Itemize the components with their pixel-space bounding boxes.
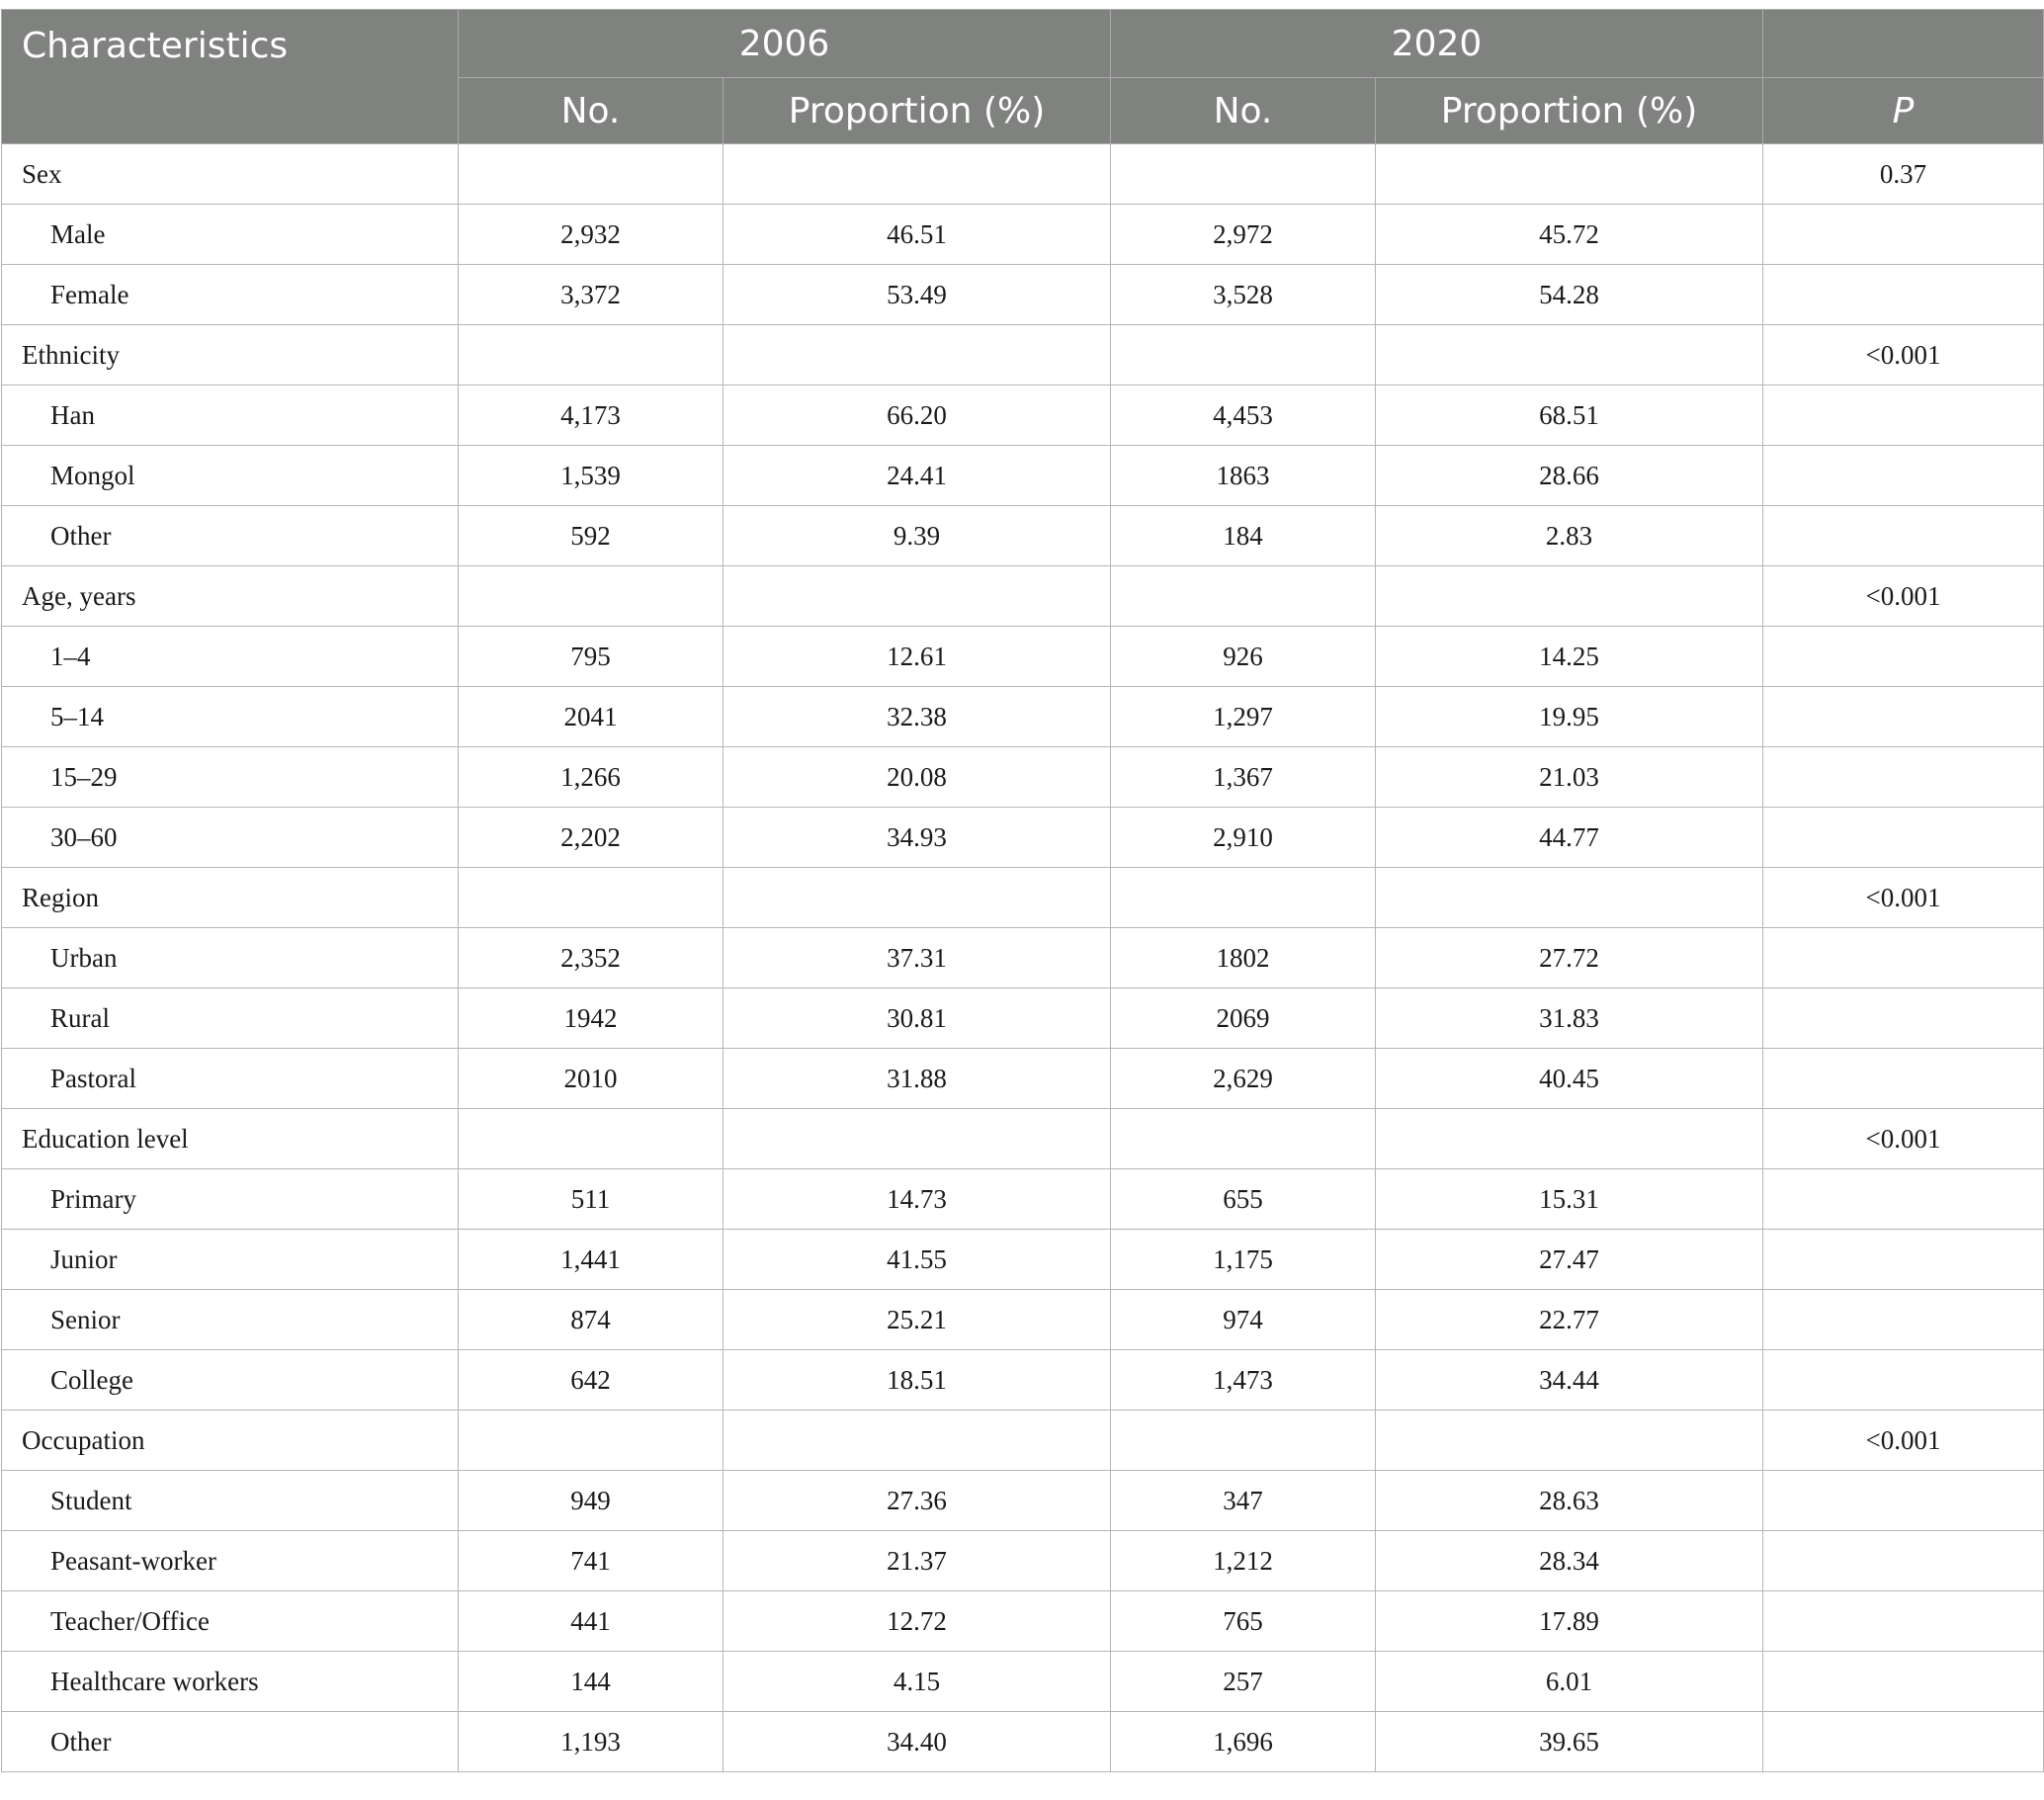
cell-no-2006 bbox=[459, 1109, 724, 1169]
cell-no-2020 bbox=[1111, 325, 1376, 386]
cell-p-value bbox=[1763, 1591, 2044, 1652]
header-no-2020: No. bbox=[1111, 78, 1376, 144]
cell-no-2020: 1863 bbox=[1111, 446, 1376, 506]
cell-no-2006 bbox=[459, 325, 724, 386]
cell-no-2020: 257 bbox=[1111, 1652, 1376, 1712]
category-row bbox=[2, 868, 2044, 928]
cell-proportion-2006: 31.88 bbox=[724, 1049, 1111, 1109]
cell-proportion-2020: 28.34 bbox=[1376, 1531, 1763, 1591]
cell-proportion-2020: 39.65 bbox=[1376, 1712, 1763, 1772]
row-label: 1–4 bbox=[2, 627, 459, 687]
cell-proportion-2006: 12.61 bbox=[724, 627, 1111, 687]
header-characteristics: Characteristics bbox=[2, 10, 459, 144]
row-label: Rural bbox=[2, 988, 459, 1049]
cell-no-2020: 1,212 bbox=[1111, 1531, 1376, 1591]
cell-no-2006: 1,539 bbox=[459, 446, 724, 506]
cell-no-2006: 2,932 bbox=[459, 205, 724, 265]
cell-no-2006: 874 bbox=[459, 1290, 724, 1350]
cell-no-2020 bbox=[1111, 144, 1376, 205]
cell-p-value: <0.001 bbox=[1763, 566, 2044, 627]
cell-proportion-2020: 28.63 bbox=[1376, 1471, 1763, 1531]
cell-proportion-2020: 19.95 bbox=[1376, 687, 1763, 747]
cell-no-2006: 511 bbox=[459, 1169, 724, 1230]
cell-proportion-2006: 34.93 bbox=[724, 808, 1111, 868]
table-row bbox=[2, 1712, 2044, 1772]
cell-proportion-2006 bbox=[724, 566, 1111, 627]
cell-p-value bbox=[1763, 1290, 2044, 1350]
cell-p-value bbox=[1763, 928, 2044, 988]
cell-p-value bbox=[1763, 687, 2044, 747]
cell-p-value bbox=[1763, 747, 2044, 808]
cell-proportion-2020: 44.77 bbox=[1376, 808, 1763, 868]
cell-no-2020: 2069 bbox=[1111, 988, 1376, 1049]
cell-proportion-2020: 14.25 bbox=[1376, 627, 1763, 687]
cell-p-value bbox=[1763, 1471, 2044, 1531]
table-row bbox=[2, 928, 2044, 988]
cell-no-2006: 795 bbox=[459, 627, 724, 687]
category-row bbox=[2, 325, 2044, 386]
cell-p-value bbox=[1763, 627, 2044, 687]
cell-no-2020: 1802 bbox=[1111, 928, 1376, 988]
cell-no-2006: 2041 bbox=[459, 687, 724, 747]
cell-proportion-2006: 46.51 bbox=[724, 205, 1111, 265]
cell-no-2020: 4,453 bbox=[1111, 386, 1376, 446]
header-proportion-2006: Proportion (%) bbox=[724, 78, 1111, 144]
cell-proportion-2006: 37.31 bbox=[724, 928, 1111, 988]
table-row bbox=[2, 205, 2044, 265]
cell-proportion-2020: 54.28 bbox=[1376, 265, 1763, 325]
row-label: Student bbox=[2, 1471, 459, 1531]
cell-p-value: <0.001 bbox=[1763, 868, 2044, 928]
cell-proportion-2006: 4.15 bbox=[724, 1652, 1111, 1712]
cell-proportion-2006 bbox=[724, 868, 1111, 928]
cell-p-value bbox=[1763, 205, 2044, 265]
table-row bbox=[2, 1350, 2044, 1411]
cell-proportion-2020: 2.83 bbox=[1376, 506, 1763, 566]
cell-no-2020: 347 bbox=[1111, 1471, 1376, 1531]
header-no-2006: No. bbox=[459, 78, 724, 144]
category-row bbox=[2, 566, 2044, 627]
cell-no-2020: 2,629 bbox=[1111, 1049, 1376, 1109]
cell-p-value bbox=[1763, 386, 2044, 446]
category-row bbox=[2, 1109, 2044, 1169]
cell-proportion-2020: 28.66 bbox=[1376, 446, 1763, 506]
cell-no-2020 bbox=[1111, 868, 1376, 928]
cell-proportion-2020 bbox=[1376, 1109, 1763, 1169]
cell-no-2006: 1,266 bbox=[459, 747, 724, 808]
cell-proportion-2006 bbox=[724, 144, 1111, 205]
cell-no-2020: 926 bbox=[1111, 627, 1376, 687]
cell-no-2006: 144 bbox=[459, 1652, 724, 1712]
row-label: 15–29 bbox=[2, 747, 459, 808]
header-empty bbox=[1763, 10, 2044, 78]
row-label: Senior bbox=[2, 1290, 459, 1350]
cell-p-value bbox=[1763, 1712, 2044, 1772]
table-row bbox=[2, 386, 2044, 446]
cell-no-2006: 741 bbox=[459, 1531, 724, 1591]
cell-p-value bbox=[1763, 265, 2044, 325]
cell-no-2006: 441 bbox=[459, 1591, 724, 1652]
table-body bbox=[2, 144, 2044, 1772]
cell-proportion-2020: 34.44 bbox=[1376, 1350, 1763, 1411]
header-proportion-2020: Proportion (%) bbox=[1376, 78, 1763, 144]
table-row bbox=[2, 988, 2044, 1049]
cell-proportion-2006 bbox=[724, 325, 1111, 386]
header-p-value: P bbox=[1763, 78, 2044, 144]
table-row bbox=[2, 808, 2044, 868]
row-label: Occupation bbox=[2, 1411, 459, 1471]
table-row bbox=[2, 1230, 2044, 1290]
row-label: College bbox=[2, 1350, 459, 1411]
cell-proportion-2020: 27.72 bbox=[1376, 928, 1763, 988]
table-row bbox=[2, 1652, 2044, 1712]
cell-p-value bbox=[1763, 1652, 2044, 1712]
cell-no-2006: 642 bbox=[459, 1350, 724, 1411]
row-label: Pastoral bbox=[2, 1049, 459, 1109]
cell-proportion-2020 bbox=[1376, 566, 1763, 627]
table-row bbox=[2, 1049, 2044, 1109]
cell-proportion-2020 bbox=[1376, 1411, 1763, 1471]
header-year-2006: 2006 bbox=[459, 10, 1111, 78]
row-label: 5–14 bbox=[2, 687, 459, 747]
cell-no-2006: 2,202 bbox=[459, 808, 724, 868]
cell-p-value bbox=[1763, 988, 2044, 1049]
table-row bbox=[2, 687, 2044, 747]
cell-proportion-2006: 27.36 bbox=[724, 1471, 1111, 1531]
row-label: Sex bbox=[2, 144, 459, 205]
row-label: 30–60 bbox=[2, 808, 459, 868]
cell-no-2020: 974 bbox=[1111, 1290, 1376, 1350]
cell-proportion-2006: 30.81 bbox=[724, 988, 1111, 1049]
row-label: Female bbox=[2, 265, 459, 325]
cell-no-2006: 1,193 bbox=[459, 1712, 724, 1772]
cell-proportion-2020: 45.72 bbox=[1376, 205, 1763, 265]
cell-proportion-2020: 6.01 bbox=[1376, 1652, 1763, 1712]
cell-no-2020: 1,297 bbox=[1111, 687, 1376, 747]
cell-proportion-2006: 66.20 bbox=[724, 386, 1111, 446]
row-label: Peasant-worker bbox=[2, 1531, 459, 1591]
cell-no-2006: 949 bbox=[459, 1471, 724, 1531]
cell-proportion-2020: 31.83 bbox=[1376, 988, 1763, 1049]
row-label: Mongol bbox=[2, 446, 459, 506]
cell-p-value bbox=[1763, 506, 2044, 566]
cell-proportion-2006: 9.39 bbox=[724, 506, 1111, 566]
row-label: Other bbox=[2, 1712, 459, 1772]
table-row bbox=[2, 1591, 2044, 1652]
cell-p-value: <0.001 bbox=[1763, 1411, 2044, 1471]
cell-no-2020: 765 bbox=[1111, 1591, 1376, 1652]
table-row bbox=[2, 265, 2044, 325]
row-label: Junior bbox=[2, 1230, 459, 1290]
table-row bbox=[2, 446, 2044, 506]
cell-p-value bbox=[1763, 1350, 2044, 1411]
table-row bbox=[2, 1471, 2044, 1531]
cell-no-2006: 592 bbox=[459, 506, 724, 566]
cell-proportion-2006: 18.51 bbox=[724, 1350, 1111, 1411]
cell-proportion-2006: 20.08 bbox=[724, 747, 1111, 808]
cell-no-2006: 2,352 bbox=[459, 928, 724, 988]
cell-proportion-2006: 12.72 bbox=[724, 1591, 1111, 1652]
cell-no-2020 bbox=[1111, 566, 1376, 627]
cell-no-2020: 1,175 bbox=[1111, 1230, 1376, 1290]
cell-proportion-2006: 14.73 bbox=[724, 1169, 1111, 1230]
cell-proportion-2020 bbox=[1376, 325, 1763, 386]
cell-no-2006 bbox=[459, 868, 724, 928]
cell-proportion-2006: 53.49 bbox=[724, 265, 1111, 325]
row-label: Ethnicity bbox=[2, 325, 459, 386]
cell-no-2006 bbox=[459, 144, 724, 205]
cell-proportion-2020: 22.77 bbox=[1376, 1290, 1763, 1350]
category-row bbox=[2, 144, 2044, 205]
cell-no-2020: 2,910 bbox=[1111, 808, 1376, 868]
cell-no-2020: 655 bbox=[1111, 1169, 1376, 1230]
cell-no-2006: 1,441 bbox=[459, 1230, 724, 1290]
cell-proportion-2006: 25.21 bbox=[724, 1290, 1111, 1350]
cell-proportion-2006: 21.37 bbox=[724, 1531, 1111, 1591]
cell-no-2020 bbox=[1111, 1411, 1376, 1471]
cell-proportion-2006: 41.55 bbox=[724, 1230, 1111, 1290]
cell-proportion-2020: 21.03 bbox=[1376, 747, 1763, 808]
cell-no-2020: 2,972 bbox=[1111, 205, 1376, 265]
row-label: Primary bbox=[2, 1169, 459, 1230]
cell-no-2006: 1942 bbox=[459, 988, 724, 1049]
cell-no-2020 bbox=[1111, 1109, 1376, 1169]
cell-proportion-2020 bbox=[1376, 144, 1763, 205]
row-label: Other bbox=[2, 506, 459, 566]
cell-p-value: <0.001 bbox=[1763, 1109, 2044, 1169]
category-row bbox=[2, 1411, 2044, 1471]
table-header bbox=[2, 10, 2044, 144]
table-row bbox=[2, 747, 2044, 808]
cell-proportion-2020: 40.45 bbox=[1376, 1049, 1763, 1109]
cell-p-value bbox=[1763, 446, 2044, 506]
row-label: Urban bbox=[2, 928, 459, 988]
cell-p-value: 0.37 bbox=[1763, 144, 2044, 205]
table-row bbox=[2, 1290, 2044, 1350]
cell-proportion-2020: 68.51 bbox=[1376, 386, 1763, 446]
cell-proportion-2006: 34.40 bbox=[724, 1712, 1111, 1772]
characteristics-table bbox=[1, 9, 2044, 1772]
cell-no-2006: 3,372 bbox=[459, 265, 724, 325]
cell-p-value bbox=[1763, 808, 2044, 868]
cell-p-value bbox=[1763, 1531, 2044, 1591]
table-row bbox=[2, 506, 2044, 566]
cell-no-2006: 4,173 bbox=[459, 386, 724, 446]
header-year-2020: 2020 bbox=[1111, 10, 1763, 78]
cell-no-2006 bbox=[459, 1411, 724, 1471]
row-label: Region bbox=[2, 868, 459, 928]
row-label: Han bbox=[2, 386, 459, 446]
cell-no-2006 bbox=[459, 566, 724, 627]
cell-proportion-2006: 32.38 bbox=[724, 687, 1111, 747]
cell-no-2020: 3,528 bbox=[1111, 265, 1376, 325]
cell-p-value: <0.001 bbox=[1763, 325, 2044, 386]
cell-proportion-2006: 24.41 bbox=[724, 446, 1111, 506]
cell-proportion-2006 bbox=[724, 1109, 1111, 1169]
cell-p-value bbox=[1763, 1230, 2044, 1290]
row-label: Teacher/Office bbox=[2, 1591, 459, 1652]
row-label: Healthcare workers bbox=[2, 1652, 459, 1712]
header-group-row bbox=[2, 10, 2044, 78]
table-row bbox=[2, 1531, 2044, 1591]
row-label: Age, years bbox=[2, 566, 459, 627]
cell-p-value bbox=[1763, 1169, 2044, 1230]
table-row bbox=[2, 1169, 2044, 1230]
cell-proportion-2020: 17.89 bbox=[1376, 1591, 1763, 1652]
row-label: Education level bbox=[2, 1109, 459, 1169]
cell-proportion-2020: 27.47 bbox=[1376, 1230, 1763, 1290]
cell-p-value bbox=[1763, 1049, 2044, 1109]
cell-no-2006: 2010 bbox=[459, 1049, 724, 1109]
cell-no-2020: 1,367 bbox=[1111, 747, 1376, 808]
table-row bbox=[2, 627, 2044, 687]
cell-proportion-2006 bbox=[724, 1411, 1111, 1471]
cell-no-2020: 1,696 bbox=[1111, 1712, 1376, 1772]
cell-no-2020: 1,473 bbox=[1111, 1350, 1376, 1411]
cell-proportion-2020 bbox=[1376, 868, 1763, 928]
cell-no-2020: 184 bbox=[1111, 506, 1376, 566]
row-label: Male bbox=[2, 205, 459, 265]
cell-proportion-2020: 15.31 bbox=[1376, 1169, 1763, 1230]
